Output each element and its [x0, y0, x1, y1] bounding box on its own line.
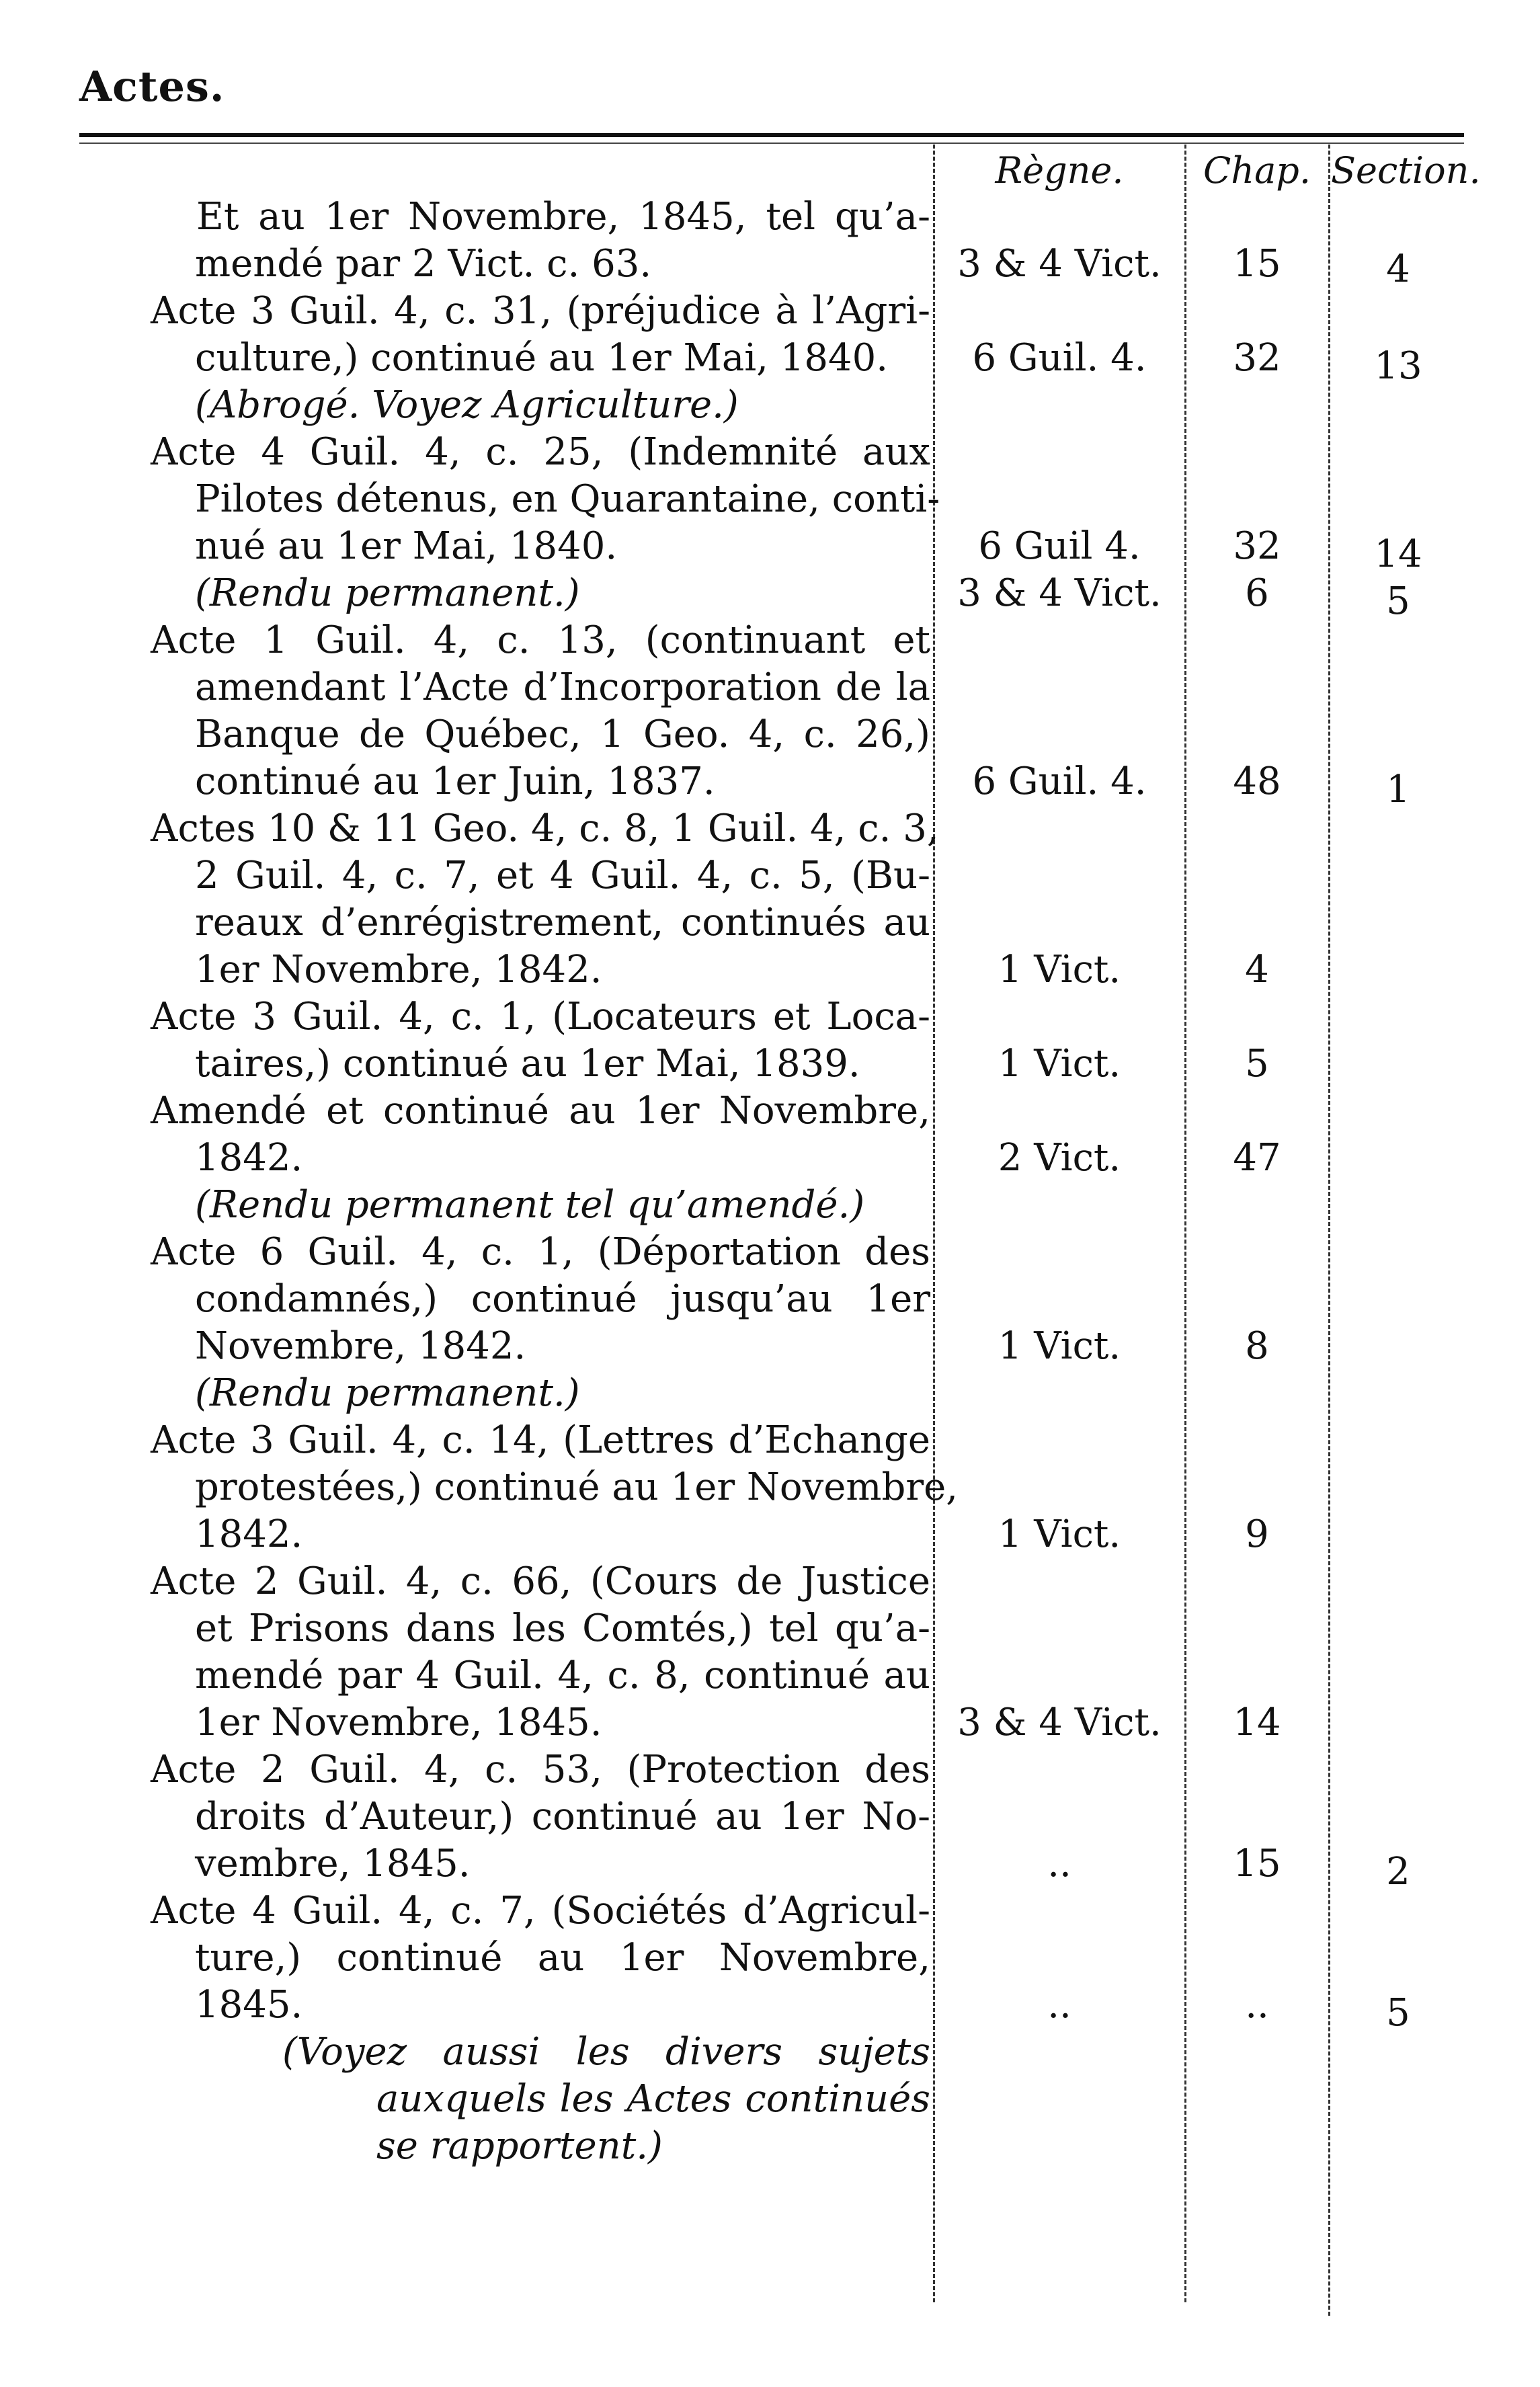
regne-cell: 1 Vict. [998, 1512, 1121, 1556]
text-line: Acte 4 Guil. 4, c. 25, (Indemnité aux [151, 430, 930, 474]
chap-cell: 15 [1233, 242, 1281, 286]
text-line: et Prisons dans les Comtés,) tel qu’a- [195, 1607, 930, 1650]
text-line: 1842. [195, 1512, 303, 1556]
text-line: amendant l’Acte d’Incorporation de la [195, 665, 930, 709]
text-line: Banque de Québec, 1 Geo. 4, c. 26,) [195, 713, 930, 756]
text-line: vembre, 1845. [195, 1842, 471, 1886]
section-cell: 13 [1374, 344, 1422, 388]
regne-cell: 1 Vict. [998, 948, 1121, 992]
text-line: nué au 1er Mai, 1840. [195, 524, 618, 568]
note-line: (Rendu permanent.) [195, 1371, 580, 1415]
column-header-section: Section. [1331, 149, 1481, 192]
section-cell: 5 [1386, 1991, 1410, 2035]
note-line: (Rendu permanent tel qu’amendé.) [195, 1183, 865, 1227]
chap-cell: 9 [1245, 1512, 1269, 1556]
text-line: 1er Novembre, 1845. [195, 1701, 602, 1744]
chap-cell: 6 [1245, 571, 1269, 615]
chap-cell: 8 [1245, 1324, 1269, 1368]
text-line: 1er Novembre, 1842. [195, 948, 602, 992]
text-line: 1842. [195, 1136, 303, 1180]
section-cell: 1 [1386, 768, 1410, 811]
text-line: Actes 10 & 11 Geo. 4, c. 8, 1 Guil. 4, c. 3, [151, 807, 939, 850]
text-line: continué au 1er Juin, 1837. [195, 760, 715, 803]
column-divider-section [1328, 145, 1330, 2316]
regne-cell: 3 & 4 Vict. [957, 242, 1162, 286]
regne-cell: 3 & 4 Vict. [957, 1701, 1162, 1744]
regne-cell: .. [1047, 1983, 1071, 2027]
text-line: protestées,) continué au 1er Novembre, [195, 1465, 959, 1509]
text-line: ture,) continué au 1er Novembre, [195, 1936, 930, 1980]
text-line: taires,) continué au 1er Mai, 1839. [195, 1042, 860, 1086]
chap-cell: 14 [1233, 1701, 1281, 1744]
chap-cell: 5 [1245, 1042, 1269, 1086]
column-divider-chap [1184, 145, 1186, 2302]
text-line: mendé par 2 Vict. c. 63. [195, 242, 652, 286]
regne-cell: 3 & 4 Vict. [957, 571, 1162, 615]
note-line: (Abrogé. Voyez Agriculture.) [195, 383, 739, 427]
column-header-chap: Chap. [1203, 149, 1311, 192]
regne-cell: .. [1047, 1842, 1071, 1886]
section-cell: 5 [1386, 579, 1410, 623]
chap-cell: 32 [1233, 336, 1281, 380]
text-line: mendé par 4 Guil. 4, c. 8, continué au [195, 1654, 930, 1697]
text-line: Acte 1 Guil. 4, c. 13, (continuant et [151, 618, 930, 662]
chap-cell: 32 [1233, 524, 1281, 568]
text-line: Pilotes détenus, en Quarantaine, conti- [195, 477, 940, 521]
section-cell: 4 [1386, 247, 1410, 291]
chap-cell: 15 [1233, 1842, 1281, 1886]
text-line: 2 Guil. 4, c. 7, et 4 Guil. 4, c. 5, (Bu- [195, 854, 930, 897]
note-line: (Voyez aussi les divers sujets [282, 2030, 930, 2074]
note-line: auxquels les Actes continués [376, 2077, 930, 2121]
column-divider-regne [933, 145, 935, 2302]
text-line: Novembre, 1842. [195, 1324, 526, 1368]
section-cell: 2 [1386, 1850, 1410, 1894]
column-header-regne: Règne. [995, 149, 1124, 192]
chap-cell: .. [1245, 1983, 1269, 2027]
regne-cell: 2 Vict. [998, 1136, 1121, 1180]
text-line: Acte 3 Guil. 4, c. 1, (Locateurs et Loca- [151, 995, 930, 1039]
section-cell: 14 [1374, 532, 1422, 576]
text-line: Acte 3 Guil. 4, c. 31, (préjudice à l’Agri- [151, 289, 930, 333]
text-line: Acte 2 Guil. 4, c. 53, (Protection des [151, 1748, 930, 1791]
text-line: culture,) continué au 1er Mai, 1840. [195, 336, 889, 380]
top-rule [79, 133, 1464, 137]
text-line: droits d’Auteur,) continué au 1er No- [195, 1795, 930, 1838]
text-line: condamnés,) continué jusqu’au 1er [195, 1277, 930, 1321]
chap-cell: 47 [1233, 1136, 1281, 1180]
note-line: se rapportent.) [376, 2124, 663, 2168]
text-line: Et au 1er Novembre, 1845, tel qu’a- [196, 195, 930, 239]
text-line: Acte 3 Guil. 4, c. 14, (Lettres d’Echange [151, 1418, 930, 1462]
text-line: 1845. [195, 1983, 303, 2027]
running-head: Actes. [79, 62, 225, 111]
text-line: Amendé et continué au 1er Novembre, [151, 1089, 930, 1133]
text-line: reaux d’enrégistrement, continués au [195, 901, 930, 944]
regne-cell: 6 Guil. 4. [972, 336, 1147, 380]
regne-cell: 6 Guil 4. [978, 524, 1141, 568]
text-line: Acte 6 Guil. 4, c. 1, (Déportation des [151, 1230, 930, 1274]
top-rule-thin [79, 143, 1464, 144]
regne-cell: 1 Vict. [998, 1042, 1121, 1086]
text-line: Acte 2 Guil. 4, c. 66, (Cours de Justice [151, 1560, 930, 1603]
regne-cell: 6 Guil. 4. [972, 760, 1147, 803]
note-line: (Rendu permanent.) [195, 571, 580, 615]
chap-cell: 4 [1245, 948, 1269, 992]
chap-cell: 48 [1233, 760, 1281, 803]
text-line: Acte 4 Guil. 4, c. 7, (Sociétés d’Agricul- [151, 1889, 930, 1933]
regne-cell: 1 Vict. [998, 1324, 1121, 1368]
